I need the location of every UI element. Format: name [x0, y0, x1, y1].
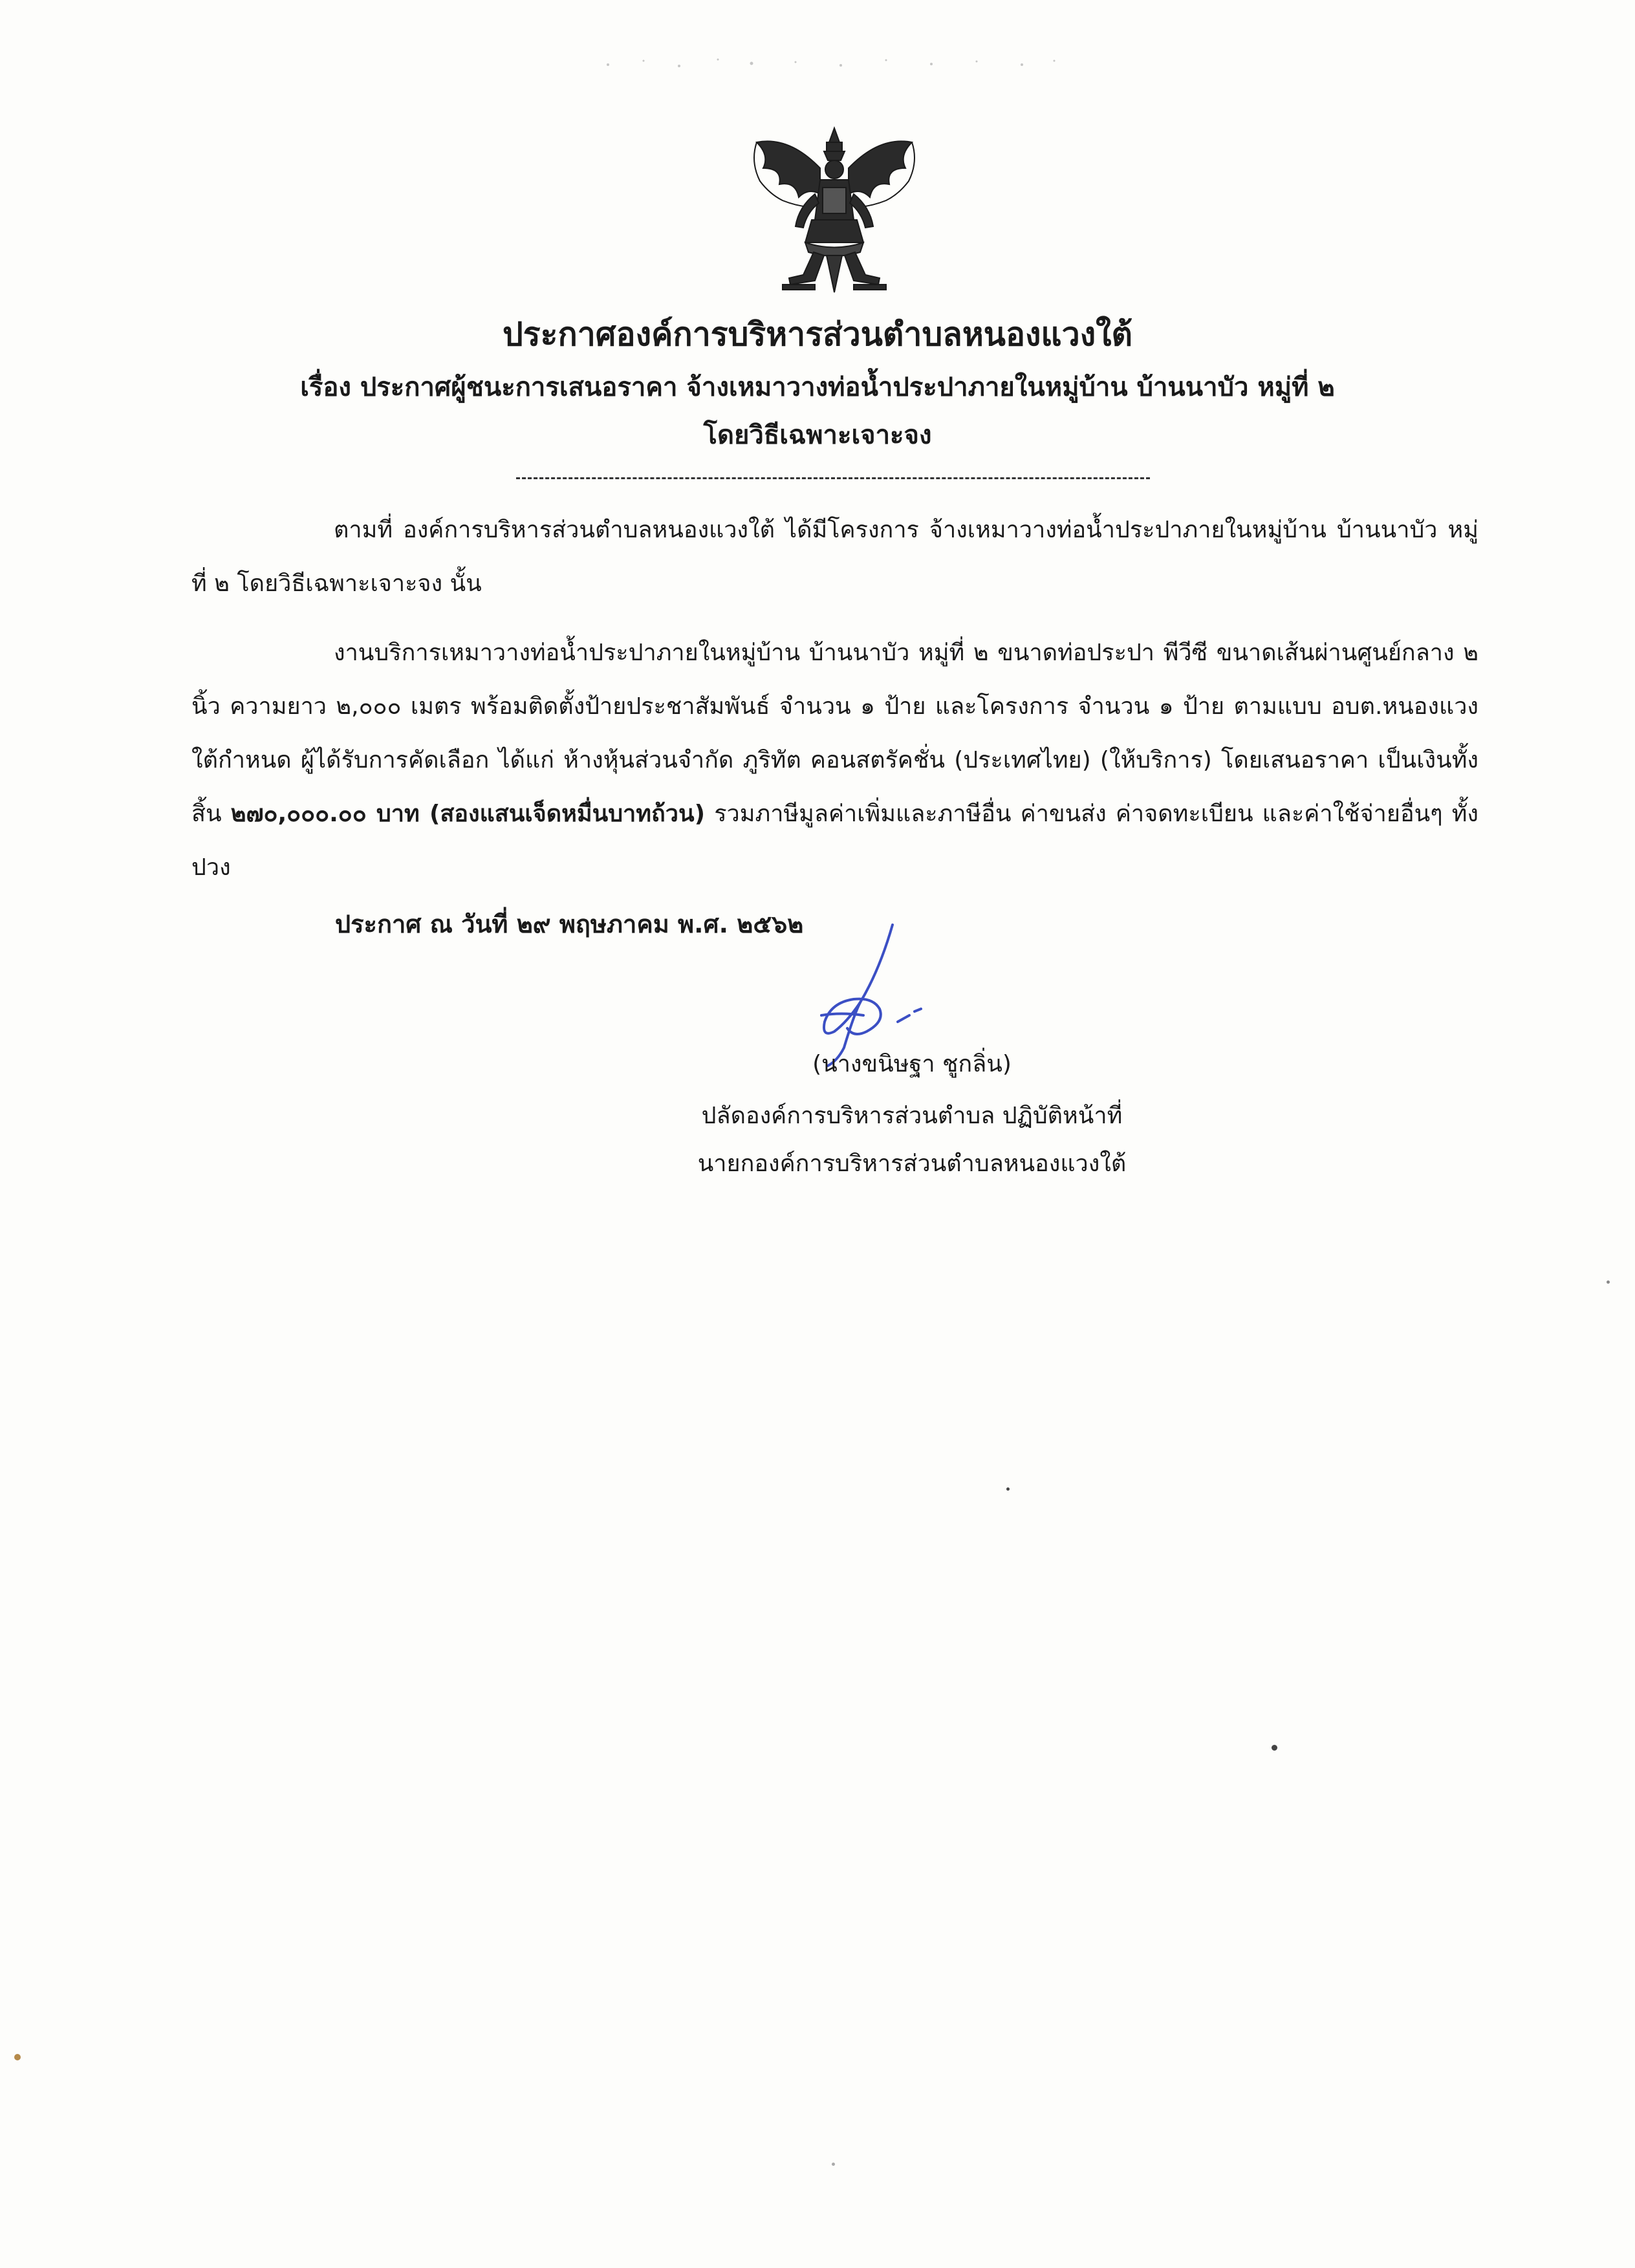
paragraph-details-text: งานบริการเหมาวางท่อน้ำประปาภายในหมู่บ้าน บ้านนาบัว หมู่ที่ ๒ ขนาดท่อประปา พีวีซี ขนาดเส้นผ่านศูนย์กลาง ๒ นิ้ว ความยาว ๒,๐๐๐ เมตร พร้อมติดตั้งป้ายประชาสัมพันธ์ จำนวน ๑ ป้าย และโครงการ จำนวน ๑ ป้าย ตามแบบ อบต.หนองแวงใต้กำหนด ผู้ได้รับการคัดเลือก ได้แก่ ห้างหุ้นส่วนจำกัด ภูริทัต คอนสตรัคชั่น (ประเทศไทย) (ให้บริการ) โดยเสนอราคา เป็นเงินทั้งสิ้น [191, 640, 1478, 827]
announcement-date: ประกาศ ณ วันที่ ๒๙ พฤษภาคม พ.ศ. ๒๕๖๒ [335, 910, 804, 938]
scan-speck [14, 2054, 21, 2060]
procurement-method: โดยวิธีเฉพาะเจาะจง [703, 420, 932, 450]
garuda-emblem-icon [744, 123, 925, 297]
scan-speck [1006, 1487, 1010, 1491]
scan-noise [582, 53, 1074, 72]
contract-amount: ๒๗๐,๐๐๐.๐๐ บาท (สองแสนเจ็ดหมื่นบาทถ้วน) [230, 801, 706, 827]
signatory-acting-position: นายกองค์การบริหารส่วนตำบลหนองแวงใต้ [697, 1150, 1127, 1177]
paragraph-details-tail: รวมภาษีมูลค่าเพิ่มและภาษีอื่น ค่าขนส่ง ค่าจดทะเบียน และค่าใช้จ่ายอื่นๆ ทั้งปวง [191, 801, 1478, 881]
signatory-position: ปลัดองค์การบริหารส่วนตำบล ปฏิบัติหน้าที่ [701, 1103, 1123, 1129]
scan-speck [1272, 1745, 1277, 1751]
signatory-name: (นางขนิษฐา ชูกลิ่น) [812, 1051, 1012, 1077]
paragraph-intro: ตามที่ องค์การบริหารส่วนตำบลหนองแวงใต้ ได้มีโครงการ จ้างเหมาวางท่อน้ำประปาภายในหมู่บ้าน บ้านนาบัว หมู่ที่ ๒ โดยวิธีเฉพาะเจาะจง นั้น [191, 517, 1478, 597]
document-subject: เรื่อง ประกาศผู้ชนะการเสนอราคา จ้างเหมาวางท่อน้ำประปาภายในหมู่บ้าน บ้านนาบัว หมู่ที่ ๒ [300, 373, 1335, 402]
document-title: ประกาศองค์การบริหารส่วนตำบลหนองแวงใต้ [503, 316, 1132, 353]
scan-speck [1607, 1280, 1610, 1284]
dashed-divider [516, 477, 1150, 479]
scan-speck [832, 2163, 835, 2166]
paragraph-details [191, 626, 1478, 894]
